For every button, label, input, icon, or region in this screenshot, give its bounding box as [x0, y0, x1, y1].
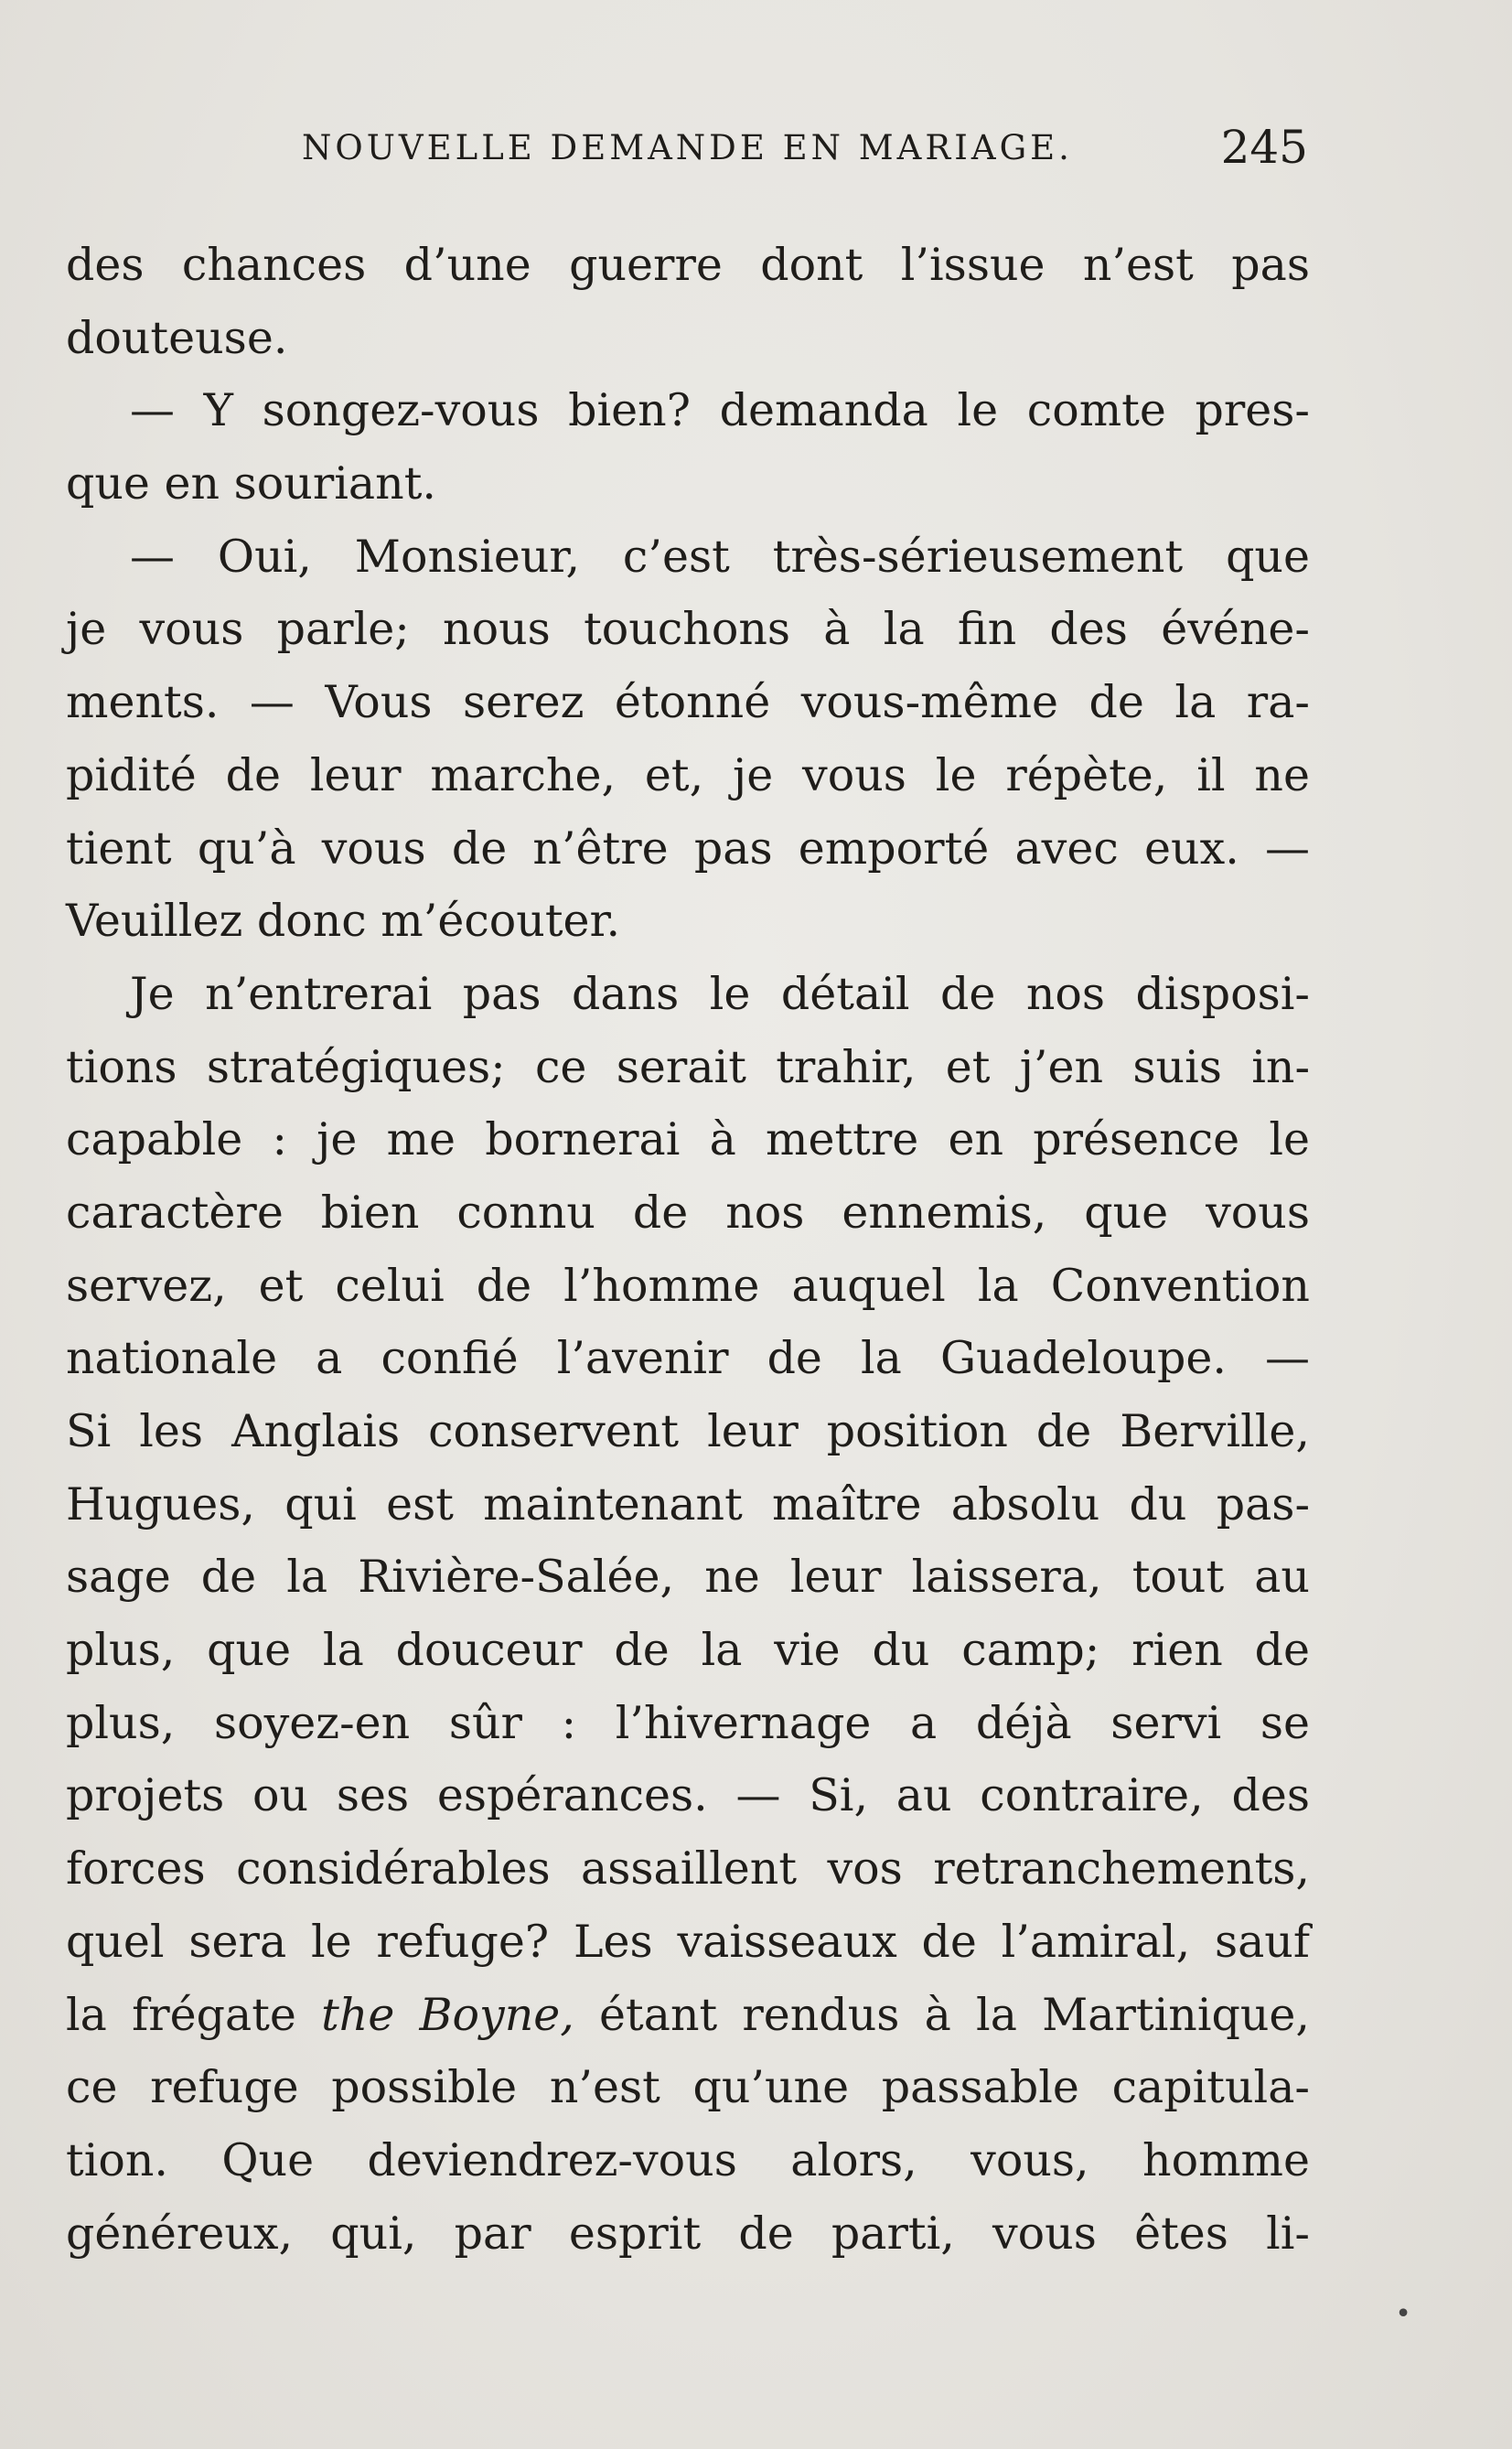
text-line: Veuillez donc m’écouter.	[66, 895, 621, 948]
text-line: forces considérables assaillent vos retranchements,	[66, 1842, 1310, 1896]
text-line: nationale a confié l’avenir de la Guadeloupe. —	[66, 1332, 1310, 1385]
text-line: douteuse.	[66, 311, 288, 364]
body-text	[66, 229, 1310, 2270]
text-line-with-italic	[66, 1979, 1310, 2052]
text-line: plus, que la douceur de la vie du camp; rien de	[66, 1624, 1310, 1677]
running-title: NOUVELLE DEMANDE EN MARIAGE.	[302, 128, 1073, 167]
text-line: je vous parle; nous touchons à la fin des événe-	[66, 603, 1310, 656]
page-number: 245	[1220, 121, 1308, 174]
text-line: Hugues, qui est maintenant maître absolu du pas-	[66, 1477, 1310, 1531]
text-line: Si les Anglais conservent leur position de Berville,	[66, 1405, 1310, 1457]
text-line: Je n’entrerai pas dans le détail de nos disposi-	[130, 967, 1310, 1020]
text-line: — Oui, Monsieur, c’est très-sérieusement que	[130, 530, 1310, 583]
running-head	[302, 121, 1308, 174]
text-line: tient qu’à vous de n’être pas emporté avec eux. —	[66, 822, 1310, 875]
text-segment: étant rendus à la Martinique,	[599, 1988, 1310, 2041]
text-line: projets ou ses espérances. — Si, au contraire, des	[66, 1769, 1310, 1822]
text-line: servez, et celui de l’homme auquel la Convention	[66, 1259, 1310, 1312]
text-line: tions stratégiques; ce serait trahir, et j’en suis in-	[66, 1040, 1310, 1093]
text-line: des chances d’une guerre dont l’issue n’est pas	[66, 239, 1310, 291]
text-line: pidité de leur marche, et, je vous le répète, il ne	[66, 748, 1310, 801]
ship-name-italic: the Boyne,	[321, 1988, 574, 2041]
text-segment: la frégate	[66, 1988, 296, 2041]
text-line: que en souriant.	[66, 457, 436, 510]
text-line: — Y songez-vous bien? demanda le comte pres-	[130, 384, 1310, 437]
text-line: généreux, qui, par esprit de parti, vous êtes li-	[66, 2207, 1310, 2260]
text-line: quel sera le refuge? Les vaisseaux de l’amiral, sauf	[66, 1915, 1310, 1968]
text-line: caractère bien connu de nos ennemis, que vous	[66, 1186, 1310, 1239]
text-line: ce refuge possible n’est qu’une passable capitula-	[66, 2061, 1310, 2114]
text-line: plus, soyez-en sûr : l’hivernage a déjà servi se	[66, 1696, 1310, 1749]
text-line: sage de la Rivière-Salée, ne leur laissera, tout au	[66, 1551, 1310, 1604]
text-line: capable : je me bornerai à mettre en présence le	[66, 1113, 1310, 1166]
text-line: tion. Que deviendrez-vous alors, vous, homme	[66, 2133, 1310, 2186]
text-line: ments. — Vous serez étonné vous-même de la ra-	[66, 676, 1310, 729]
ink-speck: •	[1395, 2298, 1411, 2330]
